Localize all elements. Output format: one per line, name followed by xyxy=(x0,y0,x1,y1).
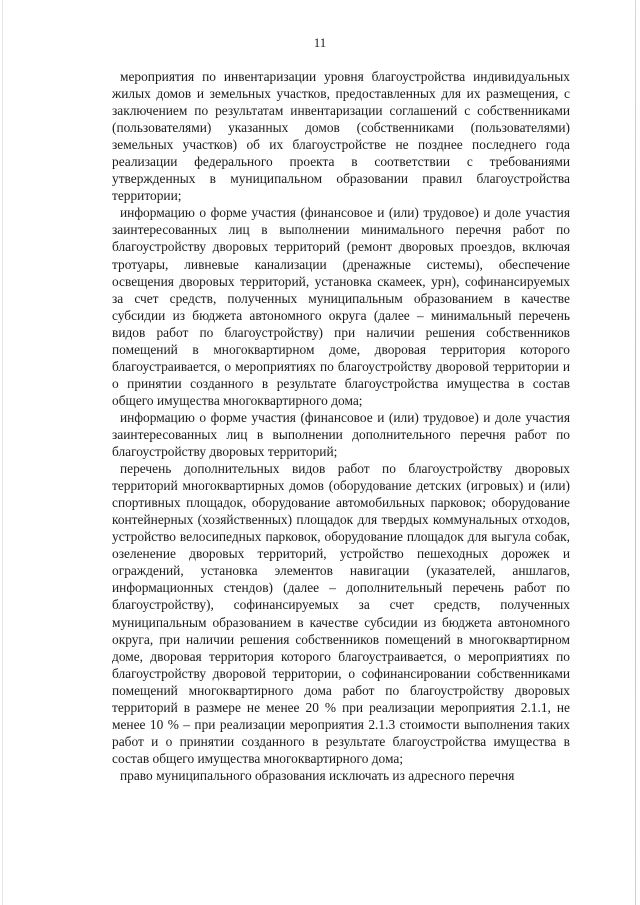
paragraph: информацию о форме участия (финансовое и (или) трудовое) и доле участия заинтересованных лиц в выполнении дополнительного перечня работ по благоустройству дворовых территорий; xyxy=(112,409,570,460)
paragraph: информацию о форме участия (финансовое и (или) трудовое) и доле участия заинтересованных лиц в выполнении минимального перечня работ по благоустройству дворовых территорий (ремонт дворовых проездов, включая тротуары, ливневые канализации (дренажные системы), обеспечение освещения дворовых территорий, установка скамеек, урн), софинансируемых за счет средств, полученных муниципальным образованием в качестве субсидии из бюджета автономного округа (далее – минимальный перечень видов работ по благоустройству) при наличии решения собственников помещений в многоквартирном доме, дворовая территория которого благоустраивается, о мероприятиях по благоустройству дворовой территории и о принятии созданного в результате благоустройства имущества в состав общего имущества многоквартирного дома; xyxy=(112,205,570,408)
paragraph: право муниципального образования исключать из адресного перечня xyxy=(120,767,515,783)
scan-edge-left xyxy=(2,0,3,905)
scan-edge-right xyxy=(635,0,636,905)
page-number: 11 xyxy=(313,35,327,50)
paragraph: перечень дополнительных видов работ по благоустройству дворовых территорий многоквартирных домов (оборудование детских (игровых) и (или) спортивных площадок, оборудование автомобильных парковок; оборудование контейнерных (хозяйственных) площадок для твердых коммунальных отходов, устройство велосипедных парковок, оборудование площадок для выгула собак, озеленение дворовых территорий, устройство пешеходных дорожек и ограждений, установка элементов навигации (указателей, аншлагов, информационных стендов) (далее – дополнительный перечень работ по благоустройству), софинансируемых за счет средств, полученных муниципальным образованием в качестве субсидии из бюджета автономного округа, при наличии решения собственников помещений в многоквартирном доме, дворовая территория которого благоустраивается, о мероприятиях по благоустройству дворовой территории, о софинансировании собственниками помещений многоквартирного дома работ по благоустройству дворовых территорий в размере не менее 20 % при реализации мероприятия 2.1.1, не менее 10 % – при реализации мероприятия 2.1.3 стоимости выполнения таких работ и о принятии созданного в результате благоустройства имущества в состав общего имущества многоквартирного дома; xyxy=(112,461,570,766)
paragraph: мероприятия по инвентаризации уровня благоустройства индивидуальных жилых домов и земельных участков, предоставленных для их размещения, с заключением по результатам инвентаризации соглашений с собственниками (пользователями) указанных домов (собственниками (пользователями) земельных участков) об их благоустройстве не позднее последнего года реализации федерального проекта в соответствии с требованиями утвержденных в муниципальном образовании правил благоустройства территории; xyxy=(112,69,570,204)
document-body xyxy=(112,68,570,784)
